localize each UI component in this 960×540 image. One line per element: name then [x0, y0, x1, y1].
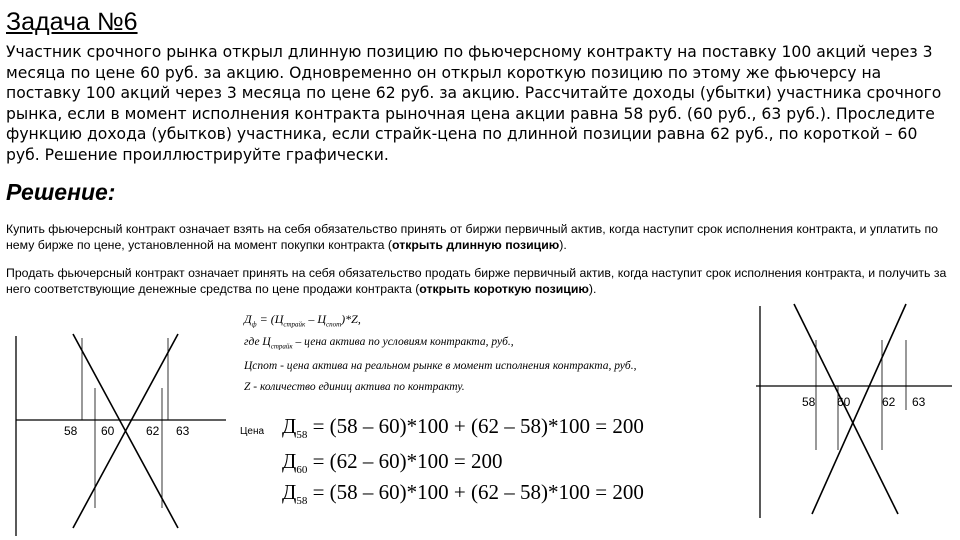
- left-tick-60: 60: [101, 424, 115, 438]
- eq2-sub: 60: [296, 464, 308, 477]
- right-tick-58: 58: [802, 395, 816, 409]
- eq3-sub: 58: [296, 495, 308, 508]
- equation-58-b: [282, 480, 644, 507]
- short-position-text: Продать фьючерсный контракт означает принять на себя обязательство продать бирже первичный актив, когда наступит срок исполнения контракта, и получить за него соответствующие денежные средства по цене продажи контракта (: [6, 266, 947, 296]
- payoff-formula: [244, 312, 361, 328]
- eq2-prefix: Д: [282, 449, 297, 473]
- formula-def-spot: Цспот - цена актива на реальном рынке в момент исполнения контракта, руб.,: [244, 360, 637, 372]
- formula-mid1: = (Ц: [256, 312, 284, 326]
- formula-tail: )*Z,: [341, 312, 361, 326]
- eq2-expr: = (62 – 60)*100 = 200: [307, 449, 503, 473]
- long-position-paragraph: [6, 221, 954, 253]
- right-tick-63: 63: [912, 395, 926, 409]
- right-payoff-graph: [756, 300, 956, 520]
- equation-58-a: [282, 414, 644, 441]
- long-position-bold: открыть длинную позицию: [392, 238, 560, 252]
- left-axis-label: Цена: [240, 426, 265, 437]
- task-text: Участник срочного рынка открыл длинную позицию по фьючерсному контракту на поставку 100 акций через 3 месяца по цене 60 руб. за акцию. Одновременно он открыл короткую позицию по этому же фьючерсу на поставку 100 акций через 3 месяца по цене 62 руб. за акцию. Рассчитайте доходы (убытки) участника срочного рынка, если в момент исполнения контракта рыночная цена акции равна 58 руб. (60 руб., 63 руб.). Проследите функцию дохода (убытков) участника, если страйк-цена по длинной позиции равна 62 руб., по короткой – 60 руб. Решение проиллюстрируйте графически.: [6, 43, 942, 164]
- def-strike-tail: – цена актива по условиям контракта, руб.,: [292, 336, 514, 348]
- eq1-prefix: Д: [282, 414, 297, 438]
- eq3-prefix: Д: [282, 480, 297, 504]
- short-position-bold: открыть короткую позицию: [419, 282, 589, 296]
- eq1-sub: 58: [296, 429, 308, 442]
- right-long-line: [794, 304, 898, 514]
- formula-sub1: страйк: [283, 320, 306, 329]
- solution-heading: Решение:: [6, 179, 116, 205]
- equation-60: [282, 449, 503, 476]
- short-position-tail: ).: [588, 282, 597, 296]
- long-position-text: Купить фьючерсный контракт означает взять на себя обязательство принять от биржи первичный актив, когда наступит срок исполнения контракта, и уплатить по нему бирже по цене, установленной на момент покупки контракта (: [6, 222, 938, 252]
- formula-def-z: Z - количество единиц актива по контракту.: [244, 381, 465, 393]
- formula-def-strike: [244, 336, 514, 350]
- formula-prefix: Д: [244, 312, 252, 326]
- left-payoff-graph: [0, 328, 230, 538]
- def-strike-sub: страйк: [270, 342, 293, 351]
- right-short-line: [812, 304, 906, 514]
- formula-prefix-sub: ф: [251, 320, 257, 329]
- long-position-tail: ).: [559, 238, 567, 252]
- short-position-paragraph: [6, 265, 954, 297]
- right-tick-62: 62: [882, 395, 896, 409]
- left-tick-63: 63: [176, 424, 190, 438]
- left-tick-58: 58: [64, 424, 78, 438]
- formula-sub2: спот: [326, 320, 342, 329]
- eq3-expr: = (58 – 60)*100 + (62 – 58)*100 = 200: [307, 480, 644, 504]
- eq1-expr: = (58 – 60)*100 + (62 – 58)*100 = 200: [307, 414, 644, 438]
- right-tick-60: 60: [837, 395, 851, 409]
- formula-mid2: – Ц: [305, 312, 326, 326]
- def-strike-prefix: где Ц: [244, 336, 271, 348]
- left-tick-62: 62: [146, 424, 160, 438]
- page-title: Задача №6: [6, 8, 138, 36]
